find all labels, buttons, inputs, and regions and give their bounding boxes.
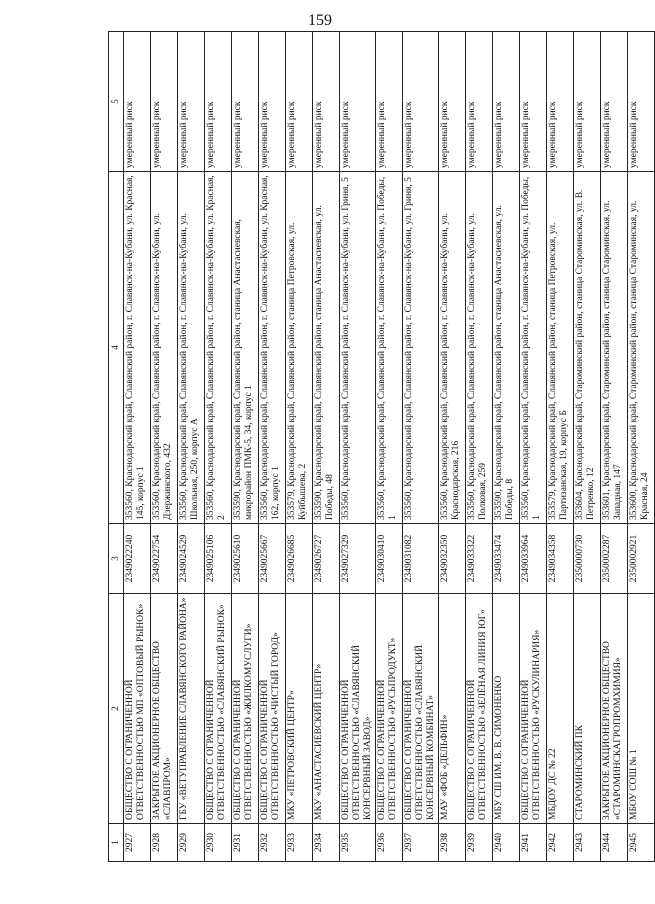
address: 353590, Краснодарский край, Славянский район, станица Анастасиевская, микрорайон ПМК-5, 34, корпус 1: [232, 172, 259, 524]
header-col-4: 4: [109, 172, 124, 524]
row-number: 2929: [178, 824, 205, 862]
inn-code: 2349026685: [286, 524, 313, 594]
address: 353560, Краснодарский край, Славянский район, г. Славянск-на-Кубани, ул. Красная, 2: [205, 172, 232, 524]
row-number: 2937: [403, 824, 439, 862]
inn-code: 2350002287: [601, 524, 628, 594]
table-row: [628, 32, 655, 862]
risk-level: умеренный риск: [232, 32, 259, 172]
table-row: [376, 32, 403, 862]
table-row: [574, 32, 601, 862]
table-body: [124, 32, 655, 862]
table-row: [313, 32, 340, 862]
header-col-2: 2: [109, 594, 124, 824]
row-number: 2934: [313, 824, 340, 862]
table-row: [601, 32, 628, 862]
inn-code: 2349024529: [178, 524, 205, 594]
header-col-1: 1: [109, 824, 124, 862]
table-row: [205, 32, 232, 862]
inn-code: 2349025667: [259, 524, 286, 594]
inn-code: 2349025106: [205, 524, 232, 594]
table-row: [547, 32, 574, 862]
organization-name: МБОУ СОШ № 1: [628, 594, 655, 824]
row-number: 2942: [547, 824, 574, 862]
row-number: 2939: [466, 824, 493, 862]
table-row: [151, 32, 178, 862]
inn-code: 2349022240: [124, 524, 151, 594]
header-col-3: 3: [109, 524, 124, 594]
risk-level: умеренный риск: [628, 32, 655, 172]
risk-level: умеренный риск: [493, 32, 520, 172]
header-row: [109, 32, 124, 862]
table-row: [286, 32, 313, 862]
risk-level: умеренный риск: [439, 32, 466, 172]
address: 353590, Краснодарский край, Славянский район, станица Анастасиевская, ул. Победы, 8: [493, 172, 520, 524]
row-number: 2943: [574, 824, 601, 862]
organization-name: ОБЩЕСТВО С ОГРАНИЧЕННОЙ ОТВЕТСТВЕННОСТЬЮ «ЧИСТЫЙ ГОРОД»: [259, 594, 286, 824]
row-number: 2928: [151, 824, 178, 862]
row-number: 2938: [439, 824, 466, 862]
inn-code: 2349033964: [520, 524, 547, 594]
risk-level: умеренный риск: [313, 32, 340, 172]
row-number: 2927: [124, 824, 151, 862]
registry-table: [108, 31, 655, 862]
organization-name: МБУ СШ ИМ. В. В. СИМОНЕНКО: [493, 594, 520, 824]
inn-code: 2349033322: [466, 524, 493, 594]
row-number: 2944: [601, 824, 628, 862]
table-row: [178, 32, 205, 862]
inn-code: 2350002921: [628, 524, 655, 594]
table-row: [340, 32, 376, 862]
inn-code: 2349025610: [232, 524, 259, 594]
organization-name: ОБЩЕСТВО С ОГРАНИЧЕННОЙ ОТВЕТСТВЕННОСТЬЮ «РУСКУЛИНАРИЯ»: [520, 594, 547, 824]
risk-level: умеренный риск: [520, 32, 547, 172]
risk-level: умеренный риск: [259, 32, 286, 172]
organization-name: МКУ «ПЕТРОВСКИЙ ЦЕНТР»: [286, 594, 313, 824]
address: 353560, Краснодарский край, Славянский район, г. Славянск-на-Кубани, ул. Школьная, 250, корпус А: [178, 172, 205, 524]
inn-code: 2350000730: [574, 524, 601, 594]
risk-level: умеренный риск: [466, 32, 493, 172]
risk-level: умеренный риск: [205, 32, 232, 172]
address: 353560, Краснодарский край, Славянский район, г. Славянск-на-Кубани, ул. Победы, 1: [376, 172, 403, 524]
inn-code: 2349022754: [151, 524, 178, 594]
organization-name: ЗАКРЫТОЕ АКЦИОНЕРНОЕ ОБЩЕСТВО «СЛАВПРОМ»: [151, 594, 178, 824]
header-col-5: 5: [109, 32, 124, 172]
organization-name: МБДОУ ДС № 22: [547, 594, 574, 824]
inn-code: 2349032350: [439, 524, 466, 594]
organization-name: МКУ «АНАСТАСИЕВСКИЙ ЦЕНТР»: [313, 594, 340, 824]
inn-code: 2349033474: [493, 524, 520, 594]
row-number: 2930: [205, 824, 232, 862]
table-row: [232, 32, 259, 862]
risk-level: умеренный риск: [124, 32, 151, 172]
table-row: [520, 32, 547, 862]
organization-name: ОБЩЕСТВО С ОГРАНИЧЕННОЙ ОТВЕТСТВЕННОСТЬЮ «СЛАВЯНСКИЙ КОНСЕРВНЫЙ ЗАВОД»: [340, 594, 376, 824]
organization-name: СТАРОМИНСКИЙ ПК: [574, 594, 601, 824]
organization-name: ОБЩЕСТВО С ОГРАНИЧЕННОЙ ОТВЕТСТВЕННОСТЬЮ «РУСЬПРОДУКТ»: [376, 594, 403, 824]
address: 353579, Краснодарский край, Славянский район, станица Петровская, ул. Куйбышева, 2: [286, 172, 313, 524]
organization-name: ОБЩЕСТВО С ОГРАНИЧЕННОЙ ОТВЕТСТВЕННОСТЬЮ «ЖИЛКОМУСЛУГИ»: [232, 594, 259, 824]
risk-level: умеренный риск: [178, 32, 205, 172]
row-number: 2933: [286, 824, 313, 862]
row-number: 2936: [376, 824, 403, 862]
row-number: 2932: [259, 824, 286, 862]
organization-name: ЗАКРЫТОЕ АКЦИОНЕРНОЕ ОБЩЕСТВО «СТАРОМИНСКАГРОПРОМХИМИЯ»: [601, 594, 628, 824]
risk-level: умеренный риск: [286, 32, 313, 172]
address: 353560, Краснодарский край, Славянский район, г. Славянск-на-Кубани, ул. Красная, 145, корпус 1: [124, 172, 151, 524]
risk-level: умеренный риск: [340, 32, 376, 172]
row-number: 2931: [232, 824, 259, 862]
table-row: [403, 32, 439, 862]
table-row: [259, 32, 286, 862]
table-row: [124, 32, 151, 862]
table-row: [466, 32, 493, 862]
rotated-table-container: [108, 32, 650, 862]
address: 353560, Краснодарский край, Славянский район, г. Славянск-на-Кубани, ул. Дзержинского, 432: [151, 172, 178, 524]
address: 353590, Краснодарский край, Славянский район, станица Анастасиевская, ул. Победы, 48: [313, 172, 340, 524]
organization-name: ОБЩЕСТВО С ОГРАНИЧЕННОЙ ОТВЕТСТВЕННОСТЬЮ «СЛАВЯНСКИЙ КОНСЕРВНЫЙ КОМБИНАТ»: [403, 594, 439, 824]
organization-name: МАУ «ФОБ «ДЕЛЬФИН»: [439, 594, 466, 824]
inn-code: 2349034358: [547, 524, 574, 594]
row-number: 2940: [493, 824, 520, 862]
table-row: [439, 32, 466, 862]
row-number: 2935: [340, 824, 376, 862]
inn-code: 2349031082: [403, 524, 439, 594]
address: 353604, Краснодарский край, Староминский район, станица Староминская, ул. В. Петренко, 12: [574, 172, 601, 524]
row-number: 2941: [520, 824, 547, 862]
address: 353601, Краснодарский край, Староминский район, станица Староминская, ул. Западная, 147: [601, 172, 628, 524]
row-number: 2945: [628, 824, 655, 862]
risk-level: умеренный риск: [601, 32, 628, 172]
risk-level: умеренный риск: [574, 32, 601, 172]
organization-name: ОБЩЕСТВО С ОГРАНИЧЕННОЙ ОТВЕТСТВЕННОСТЬЮ «ЗЕЛЁНАЯ ЛИНИЯ ЮГ»: [466, 594, 493, 824]
address: 353560, Краснодарский край, Славянский район, г. Славянск-на-Кубани, ул. Полковая, 259: [466, 172, 493, 524]
risk-level: умеренный риск: [376, 32, 403, 172]
inn-code: 2349026727: [313, 524, 340, 594]
address: 353579, Краснодарский край, Славянский район, станица Петровская, ул. Партизанская, 19, корпус Б: [547, 172, 574, 524]
organization-name: ОБЩЕСТВО С ОГРАНИЧЕННОЙ ОТВЕТСТВЕННОСТЬЮ «СЛАВЯНСКИЙ РЫНОК»: [205, 594, 232, 824]
address: 353600, Краснодарский край, Староминский район, станица Староминская, ул. Красная, 24: [628, 172, 655, 524]
risk-level: умеренный риск: [403, 32, 439, 172]
address: 353560, Краснодарский край, Славянский район, г. Славянск-на-Кубани, ул. Гриня, 5: [403, 172, 439, 524]
organization-name: ОБЩЕСТВО С ОГРАНИЧЕННОЙ ОТВЕТСТВЕННОСТЬЮ МП «ОПТОВЫЙ РЫНОК»: [124, 594, 151, 824]
risk-level: умеренный риск: [151, 32, 178, 172]
risk-level: умеренный риск: [547, 32, 574, 172]
address: 353560, Краснодарский край, Славянский район, г. Славянск-на-Кубани, ул. Гриня, 5: [340, 172, 376, 524]
address: 353560, Краснодарский край, Славянский район, г. Славянск-на-Кубани, ул. Победы, 1: [520, 172, 547, 524]
inn-code: 2349027329: [340, 524, 376, 594]
inn-code: 2349030410: [376, 524, 403, 594]
page-number: 159: [308, 12, 332, 29]
table-row: [493, 32, 520, 862]
address: 353560, Краснодарский край, Славянский район, г. Славянск-на-Кубани, ул. Красная, 162, корпус 1: [259, 172, 286, 524]
address: 353560, Краснодарский край, Славянский район, г. Славянск-на-Кубани, ул. Краснодарская, 216: [439, 172, 466, 524]
organization-name: ГБУ «ВЕТУПРАВЛЕНИЕ СЛАВЯНСКОГО РАЙОНА»: [178, 594, 205, 824]
